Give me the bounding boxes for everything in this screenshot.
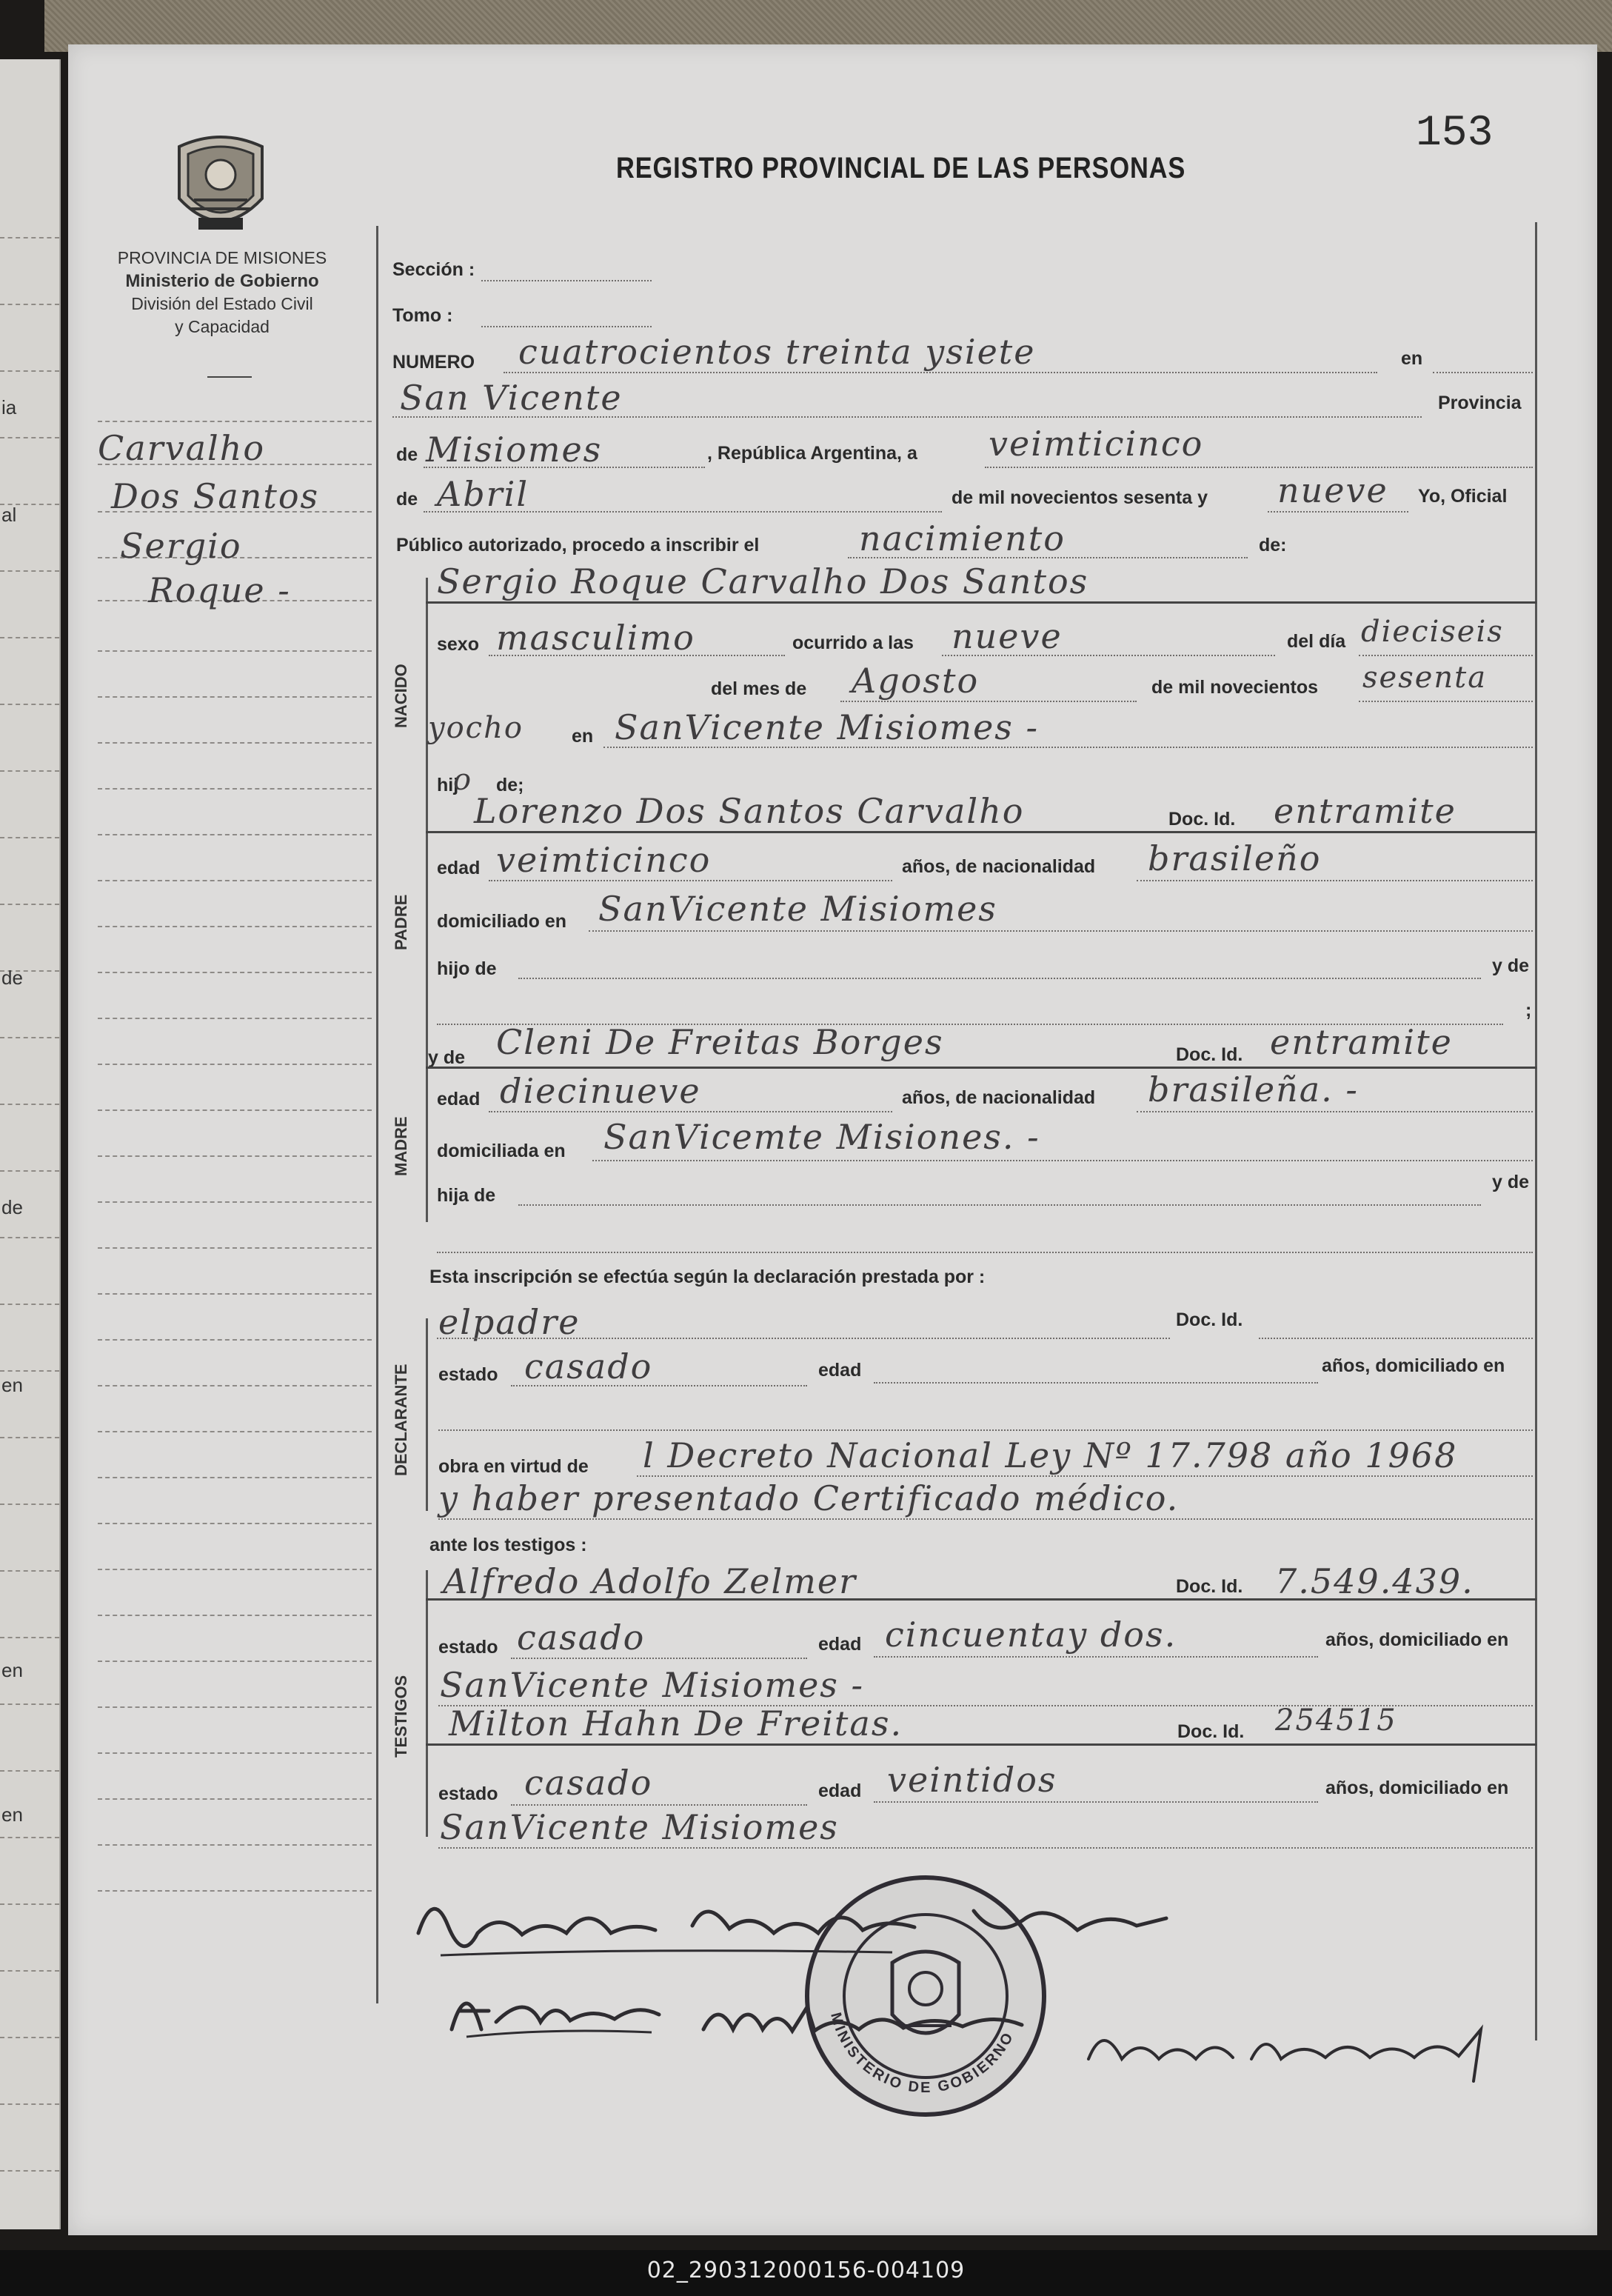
nacido-lugar: SanVicente Misiomes - (615, 707, 1040, 747)
label-de-mil-novecientos: de mil novecientos (1151, 677, 1319, 698)
padre-doc: entramite (1274, 791, 1457, 831)
testigo2-edad: veintidos (887, 1760, 1057, 1800)
label-domiciliada-en: domiciliada en (437, 1141, 566, 1161)
nacido-sexo: masculimo (496, 618, 695, 658)
testigo1-edad: cincuentay dos. (885, 1615, 1177, 1655)
nacido-dia: dieciseis (1361, 615, 1504, 649)
label-sexo: sexo (437, 634, 479, 655)
label-doc-id: Doc. Id. (1176, 1576, 1243, 1597)
label-de: de (396, 489, 418, 510)
label-hij: hij (437, 775, 459, 795)
header-block (81, 247, 363, 338)
label-anios-nacionalidad: años, de nacionalidad (902, 1087, 1096, 1108)
label-ante-testigos: ante los testigos : (429, 1535, 587, 1555)
prev-page-word: al (1, 504, 17, 526)
label-de: de (396, 444, 418, 465)
header-capacity: y Capacidad (175, 317, 270, 336)
padre-edad: veimticinco (496, 840, 712, 880)
label-edad: edad (437, 1089, 481, 1109)
nacido-hora: nueve (952, 616, 1063, 656)
label-y-de: y de (1492, 1172, 1530, 1192)
label-republica: , República Argentina, a (707, 443, 917, 464)
signature-oficial (1081, 2015, 1496, 2089)
obra-certificado: y haber presentado Certificado médico. (438, 1478, 1180, 1518)
madre-domicilio: SanVicemte Misiones. - (603, 1117, 1040, 1157)
acta-provincia: Misiomes (426, 430, 603, 470)
label-en: en (572, 726, 594, 747)
label-ocurrido: ocurrido a las (792, 633, 914, 653)
label-del-dia: del día (1287, 631, 1346, 652)
official-stamp (796, 1866, 1055, 2126)
prev-page-word: en (1, 1803, 23, 1826)
page-title: REGISTRO PROVINCIAL DE LAS PERSONAS (616, 152, 1186, 184)
padre-domicilio: SanVicente Misiomes (598, 889, 997, 929)
label-anios-domiciliado: años, domiciliado en (1325, 1778, 1509, 1798)
label-edad: edad (437, 858, 481, 878)
label-hijo-de: hijo de (437, 958, 497, 979)
label-estado: estado (438, 1364, 498, 1385)
label-y-de-madre: y de (428, 1047, 466, 1068)
side-label-nacido: NACIDO (392, 664, 410, 728)
madre-nombre: Cleni De Freitas Borges (496, 1022, 944, 1062)
label-edad: edad (818, 1781, 862, 1801)
label-provincia: Provincia (1438, 393, 1522, 413)
margin-given-name-1: Sergio (120, 526, 242, 566)
label-doc-id: Doc. Id. (1168, 809, 1236, 830)
prev-page-word: de (1, 1196, 23, 1218)
prev-page-word: de (1, 967, 23, 989)
label-doc-id: Doc. Id. (1176, 1044, 1243, 1065)
nacido-anio: sesenta (1362, 661, 1488, 695)
testigo2-nombre: Milton Hahn De Freitas. (449, 1703, 903, 1743)
declarante-estado: casado (524, 1346, 653, 1386)
testigo2-domicilio: SanVicente Misiomes (440, 1807, 839, 1847)
nacido-hijo: o (453, 763, 473, 797)
testigo1-domicilio: SanVicente Misiomes - (440, 1665, 865, 1705)
label-esta-inscripcion: Esta inscripción se efectúa según la declaración prestada por : (429, 1267, 986, 1287)
label-de-colon: de: (1259, 535, 1287, 555)
testigo2-doc: 254515 (1275, 1703, 1397, 1738)
prev-page-word: ia (1, 396, 17, 418)
label-yo-oficial: Yo, Oficial (1418, 486, 1508, 507)
testigo1-doc: 7.549.439. (1275, 1561, 1474, 1601)
prev-page-word: en (1, 1374, 23, 1396)
side-label-declarante: DECLARANTE (392, 1364, 410, 1476)
acta-anio: nueve (1277, 470, 1388, 510)
signature-a-zelmer (444, 1970, 666, 2044)
testigo2-estado: casado (524, 1763, 653, 1803)
image-id-footer: 02_290312000156-004109 (646, 2257, 966, 2283)
label-obra: obra en virtud de (438, 1456, 589, 1477)
side-label-madre: MADRE (392, 1116, 410, 1176)
label-hija-de: hija de (437, 1185, 496, 1206)
madre-edad: diecinueve (500, 1071, 701, 1111)
label-estado: estado (438, 1783, 498, 1804)
declarante-nombre: elpadre (438, 1302, 581, 1342)
obra-decreto: l Decreto Nacional Ley Nº 17.798 año 1968 (643, 1435, 1458, 1475)
label-edad: edad (818, 1360, 862, 1381)
nacido-anio-2: yocho (428, 711, 524, 745)
label-anios-domiciliado: años, domiciliado en (1325, 1629, 1509, 1650)
prev-page-word: en (1, 1659, 23, 1681)
header-division: División del Estado Civil (131, 294, 313, 313)
page-number: 153 (1416, 110, 1494, 158)
acta-mes: Abril (437, 474, 529, 514)
testigo1-nombre: Alfredo Adolfo Zelmer (443, 1561, 857, 1601)
label-anios-domiciliado: años, domiciliado en (1322, 1355, 1505, 1376)
label-seccion: Sección : (392, 259, 475, 280)
label-estado: estado (438, 1637, 498, 1658)
side-label-padre: PADRE (392, 894, 410, 950)
label-publico: Público autorizado, procedo a inscribir el (396, 535, 760, 555)
label-de-semicolon: de; (496, 775, 524, 795)
label-en: en (1401, 348, 1423, 369)
padre-nacionalidad: brasileño (1148, 838, 1322, 878)
acta-acto: nacimiento (859, 518, 1066, 558)
acta-dia: veimticinco (989, 424, 1204, 464)
previous-page-edge (0, 59, 61, 2229)
label-doc-id: Doc. Id. (1177, 1721, 1245, 1742)
margin-surname-2: Dos Santos (111, 476, 320, 516)
side-label-testigos: TESTIGOS (392, 1675, 410, 1758)
coat-of-arms-icon (172, 132, 270, 238)
label-y-de: y de (1492, 955, 1530, 976)
margin-given-name-2: Roque - (148, 570, 291, 610)
madre-nacionalidad: brasileña. - (1148, 1069, 1359, 1109)
acta-numero: cuatrocientos treinta ysiete (518, 332, 1036, 372)
acta-lugar: San Vicente (400, 378, 623, 418)
testigo1-estado: casado (517, 1618, 646, 1658)
label-tomo: Tomo : (392, 305, 453, 326)
nacido-nombre: Sergio Roque Carvalho Dos Santos (437, 561, 1089, 601)
label-semicolon: ; (1525, 1000, 1532, 1021)
header-ministry: Ministerio de Gobierno (125, 271, 319, 291)
madre-doc: entramite (1270, 1022, 1453, 1062)
label-domiciliado-en: domiciliado en (437, 911, 567, 932)
label-de-mil: de mil novecientos sesenta y (952, 487, 1208, 508)
nacido-mes: Agosto (852, 661, 980, 701)
label-numero: NUMERO (392, 352, 475, 373)
label-anios-nacionalidad: años, de nacionalidad (902, 856, 1096, 877)
padre-nombre: Lorenzo Dos Santos Carvalho (474, 791, 1025, 831)
label-del-mes: del mes de (711, 678, 807, 699)
label-doc-id: Doc. Id. (1176, 1309, 1243, 1330)
label-edad: edad (818, 1634, 862, 1655)
stamp-text: MINISTERIO DE GOBIERNO (827, 2010, 1018, 2097)
margin-surname-1: Carvalho (98, 428, 266, 468)
header-province: PROVINCIA DE MISIONES (117, 248, 327, 267)
